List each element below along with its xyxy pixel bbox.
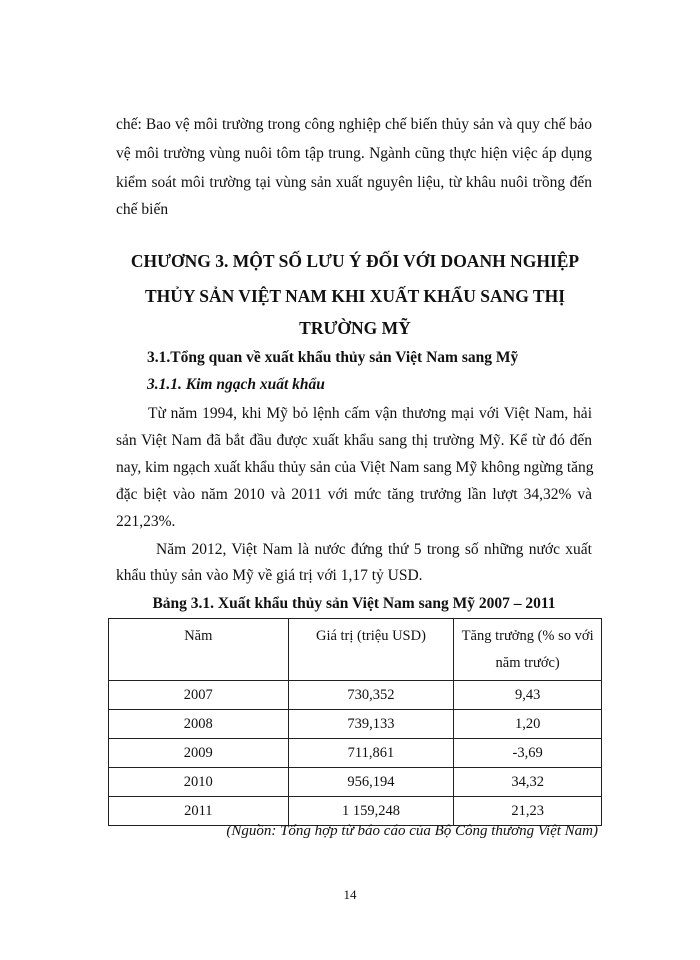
header-year: Năm — [109, 619, 289, 681]
cell-year: 2009 — [109, 739, 289, 768]
cell-value: 739,133 — [288, 710, 454, 739]
header-growth-line-1: Tăng trưởng (% so với — [461, 628, 594, 644]
export-table — [108, 618, 602, 826]
cell-growth: 34,32 — [454, 768, 602, 797]
header-growth-line-2: năm trước) — [495, 655, 560, 671]
paragraph2-line-1: Năm 2012, Việt Nam là nước đứng thứ 5 trong số những nước xuất — [156, 541, 592, 558]
intro-line-4: chế biến — [116, 201, 169, 218]
cell-value: 1 159,248 — [288, 797, 454, 826]
section-heading: 3.1.Tổng quan về xuất khẩu thủy sản Việt Nam sang Mỹ — [147, 349, 519, 366]
subsection-heading: 3.1.1. Kim ngạch xuất khẩu — [147, 376, 325, 393]
chapter-title-line-3: TRƯỜNG MỸ — [299, 318, 411, 338]
table-header-row — [109, 619, 602, 681]
table-row — [109, 710, 602, 739]
table-row — [109, 681, 602, 710]
cell-growth: 21,23 — [454, 797, 602, 826]
table-row — [109, 768, 602, 797]
cell-growth: 9,43 — [454, 681, 602, 710]
cell-year: 2008 — [109, 710, 289, 739]
paragraph2-line-2: khẩu thủy sản vào Mỹ về giá trị với 1,17 tỷ USD. — [116, 567, 423, 584]
cell-year: 2010 — [109, 768, 289, 797]
header-value: Giá trị (triệu USD) — [288, 619, 454, 681]
cell-value: 956,194 — [288, 768, 454, 797]
cell-year: 2007 — [109, 681, 289, 710]
table-row — [109, 739, 602, 768]
chapter-title-line-2: THỦY SẢN VIỆT NAM KHI XUẤT KHẨU SANG THỊ — [144, 286, 566, 306]
header-growth — [454, 619, 602, 681]
source-note: (Nguồn: Tổng hợp từ báo cáo của Bộ Công thương Việt Nam) — [226, 823, 598, 839]
paragraph1-line-5: 221,23%. — [116, 513, 176, 530]
paragraph1-line-2: sản Việt Nam đã bắt đầu được xuất khẩu sang thị trường Mỹ. Kể từ đó đến — [116, 432, 592, 449]
cell-growth: -3,69 — [454, 739, 602, 768]
cell-year: 2011 — [109, 797, 289, 826]
table-caption: Bảng 3.1. Xuất khẩu thủy sản Việt Nam sang Mỹ 2007 – 2011 — [152, 595, 556, 612]
paragraph1-line-3: nay, kim ngạch xuất khẩu thủy sản của Việt Nam sang Mỹ không ngừng tăng — [116, 459, 594, 476]
intro-line-1: chế: Bao vệ môi trường trong công nghiệp chế biến thủy sản và quy chế bảo — [116, 116, 592, 133]
paragraph1-line-1: Từ năm 1994, khi Mỹ bỏ lệnh cấm vận thương mại với Việt Nam, hải — [148, 405, 592, 422]
cell-value: 711,861 — [288, 739, 454, 768]
intro-line-3: kiểm soát môi trường tại vùng sản xuất nguyên liệu, từ khâu nuôi trồng đến — [116, 174, 592, 191]
cell-growth: 1,20 — [454, 710, 602, 739]
chapter-title-line-1: CHƯƠNG 3. MỘT SỐ LƯU Ý ĐỐI VỚI DOANH NGHIỆP — [130, 251, 580, 271]
intro-line-2: vệ môi trường vùng nuôi tôm tập trung. Ngành cũng thực hiện việc áp dụng — [116, 145, 592, 162]
cell-value: 730,352 — [288, 681, 454, 710]
paragraph1-line-4: đặc biệt vào năm 2010 và 2011 với mức tăng trưởng lần lượt 34,32% và — [116, 486, 592, 503]
page-number: 14 — [343, 887, 357, 902]
